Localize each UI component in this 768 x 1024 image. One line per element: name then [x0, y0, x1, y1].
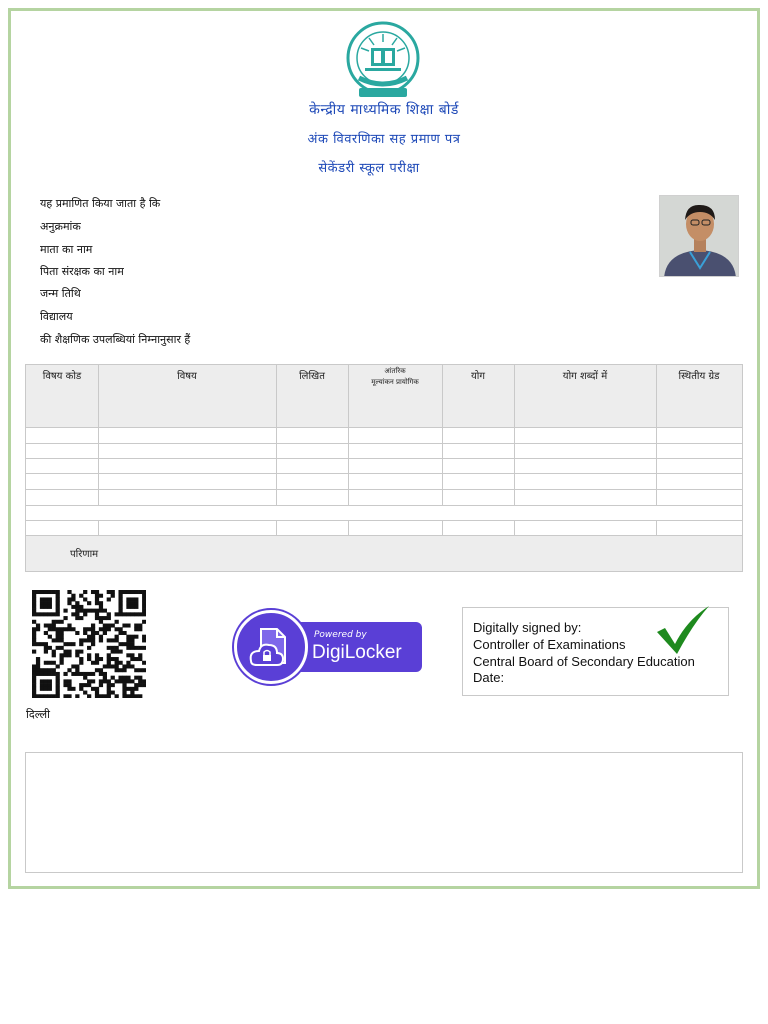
table-row [26, 473, 742, 474]
board-name: केन्द्रीय माध्यमिक शिक्षा बोर्ड [309, 102, 459, 118]
header-internal-assessment [348, 366, 442, 388]
signer-title: Controller of Examinations [473, 637, 626, 652]
certify-line: यह प्रमाणित किया जाता है कि [40, 197, 161, 210]
checkmark-icon [653, 602, 711, 660]
signature-date-label: Date: [473, 670, 505, 685]
school-label: विद्यालय [40, 310, 73, 323]
column-divider [98, 520, 99, 535]
column-divider [514, 520, 515, 535]
issue-city: दिल्ली [26, 708, 50, 721]
digilocker-brand-text: DigiLocker [312, 642, 402, 663]
cbse-emblem-icon [345, 20, 421, 100]
column-divider [442, 520, 443, 535]
digilocker-powered-text: Powered by [314, 630, 367, 640]
column-divider [442, 365, 443, 505]
student-photo [659, 195, 739, 277]
digilocker-circle [234, 610, 308, 684]
digital-signature-box [462, 607, 729, 696]
table-row [26, 520, 742, 521]
table-row [26, 489, 742, 490]
father-name-label: पिता संरक्षक का नाम [40, 265, 124, 278]
digilocker-badge [234, 610, 422, 684]
signer-organization: Central Board of Secondary Education [473, 654, 695, 669]
remarks-box [25, 752, 743, 873]
header-total: योग [470, 371, 486, 382]
column-divider [276, 365, 277, 505]
table-row [26, 505, 742, 506]
header-internal-line1: आंतरिक [384, 367, 406, 375]
column-divider [348, 365, 349, 505]
column-divider [98, 365, 99, 505]
column-divider [514, 365, 515, 505]
mother-name-label: माता का नाम [40, 243, 93, 256]
table-row [26, 458, 742, 459]
table-row [26, 443, 742, 444]
column-divider [276, 520, 277, 535]
document-cloud-icon [237, 613, 305, 681]
achievement-line: की शैक्षणिक उपलब्धियां निम्नानुसार हैं [40, 333, 191, 346]
qr-code-icon [32, 590, 146, 698]
header-internal-line2: मूल्यांकन प्रायोगिक [371, 378, 419, 386]
marks-table [25, 364, 743, 572]
roll-no-label: अनुक्रमांक [40, 220, 81, 233]
column-divider [656, 365, 657, 505]
dob-label: जन्म तिथि [40, 287, 81, 300]
header-written: लिखित [299, 371, 325, 382]
header-subject-code: विषय कोड [42, 371, 82, 382]
column-divider [348, 520, 349, 535]
header-positional-grade: स्थितीय ग्रेड [678, 371, 720, 382]
result-label: परिणाम [70, 549, 99, 560]
document-title: अंक विवरणिका सह प्रमाण पत्र [307, 132, 461, 147]
header-subject: विषय [177, 371, 197, 382]
header-total-in-words: योग शब्दों में [562, 371, 608, 382]
person-photo-icon [660, 196, 739, 277]
signed-by-label: Digitally signed by: [473, 620, 582, 635]
exam-name: सेकेंडरी स्कूल परीक्षा [318, 161, 420, 176]
column-divider [656, 520, 657, 535]
result-row [26, 535, 742, 571]
